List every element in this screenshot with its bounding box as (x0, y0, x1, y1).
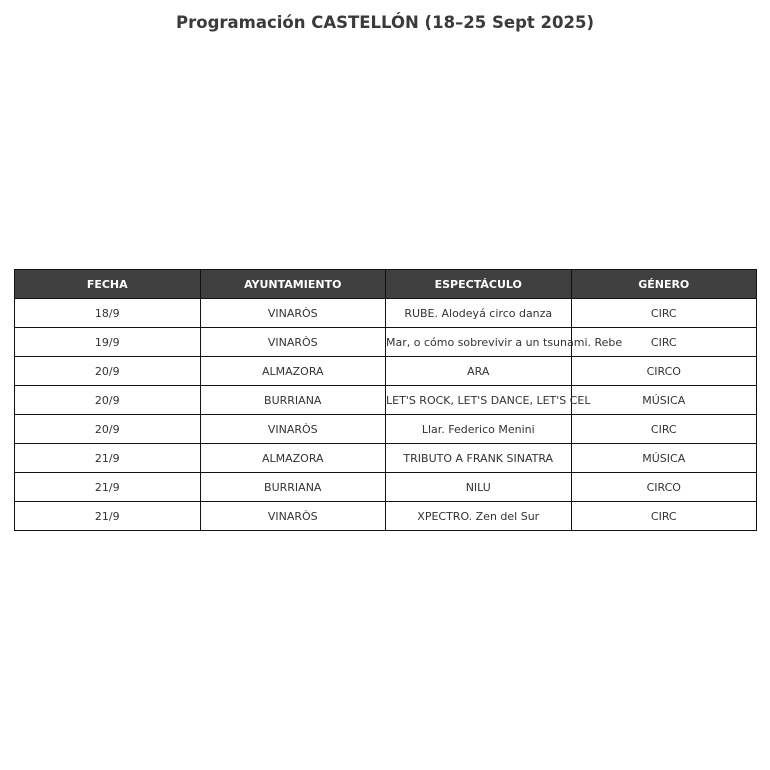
cell-fecha (15, 502, 201, 531)
cell-genero (571, 357, 757, 386)
cell-ayuntamiento (200, 328, 386, 357)
cell-genero-text: MÚSICA (642, 393, 686, 407)
cell-genero-text: CIRC (650, 422, 677, 436)
cell-genero (571, 299, 757, 328)
cell-ayuntamiento (200, 444, 386, 473)
cell-fecha (15, 444, 201, 473)
cell-espectaculo-text: Llar. Federico Menini (421, 422, 535, 436)
cell-espectaculo (386, 415, 572, 444)
cell-fecha (15, 357, 201, 386)
cell-fecha (15, 473, 201, 502)
cell-ayuntamiento-text: VINARÒS (267, 306, 318, 320)
cell-ayuntamiento (200, 299, 386, 328)
cell-espectaculo (386, 444, 572, 473)
cell-genero-text: CIRC (650, 509, 677, 523)
cell-genero (571, 386, 757, 415)
table-row (15, 444, 757, 473)
cell-fecha-text: 20/9 (94, 364, 120, 378)
cell-ayuntamiento-text: BURRIANA (264, 393, 322, 407)
cell-fecha-text: 18/9 (94, 306, 120, 320)
programming-table (14, 269, 757, 531)
cell-fecha (15, 328, 201, 357)
cell-fecha-text: 20/9 (94, 422, 120, 436)
table-row (15, 299, 757, 328)
cell-espectaculo (386, 386, 591, 415)
cell-espectaculo-text: ARA (467, 364, 490, 378)
table-row (15, 357, 757, 386)
cell-espectaculo-text: LET'S ROCK, LET'S DANCE, LET'S CEL (386, 393, 591, 407)
cell-ayuntamiento-text: VINARÒS (267, 422, 318, 436)
header-ayuntamiento: AYUNTAMIENTO (200, 270, 386, 299)
cell-fecha-text: 20/9 (94, 393, 120, 407)
cell-ayuntamiento (200, 415, 386, 444)
cell-espectaculo-text: NILU (465, 480, 491, 494)
cell-genero-text: CIRCO (646, 364, 681, 378)
cell-fecha-text: 21/9 (94, 451, 120, 465)
cell-genero-text: CIRC (650, 335, 677, 349)
cell-ayuntamiento-text: BURRIANA (264, 480, 322, 494)
cell-ayuntamiento-text: VINARÒS (267, 509, 318, 523)
cell-fecha (15, 415, 201, 444)
table-row (15, 473, 757, 502)
header-espectaculo: ESPECTÁCULO (386, 270, 572, 299)
cell-espectaculo (386, 502, 572, 531)
cell-genero-text: MÚSICA (642, 451, 686, 465)
cell-ayuntamiento (200, 502, 386, 531)
cell-genero (571, 473, 757, 502)
header-genero: GÉNERO (571, 270, 757, 299)
cell-fecha-text: 21/9 (94, 480, 120, 494)
cell-ayuntamiento (200, 386, 386, 415)
cell-espectaculo (386, 357, 572, 386)
table-row (15, 502, 757, 531)
header-fecha: FECHA (15, 270, 201, 299)
cell-fecha (15, 386, 201, 415)
cell-fecha-text: 19/9 (94, 335, 120, 349)
cell-genero-text: CIRC (650, 306, 677, 320)
cell-espectaculo (386, 328, 623, 357)
table-body (15, 299, 757, 531)
cell-espectaculo (386, 473, 572, 502)
cell-genero (571, 444, 757, 473)
cell-espectaculo-text: TRIBUTO A FRANK SINATRA (403, 451, 554, 465)
cell-ayuntamiento-text: ALMAZORA (261, 364, 324, 378)
cell-fecha (15, 299, 201, 328)
table-row (15, 386, 757, 415)
cell-genero (571, 502, 757, 531)
cell-genero (571, 415, 757, 444)
cell-genero-text: CIRCO (646, 480, 681, 494)
table-row (15, 415, 757, 444)
cell-espectaculo-text: RUBE. Alodeyá circo danza (404, 306, 553, 320)
cell-fecha-text: 21/9 (94, 509, 120, 523)
cell-espectaculo (386, 299, 572, 328)
cell-ayuntamiento-text: VINARÒS (267, 335, 318, 349)
table-header-row (15, 270, 757, 299)
table-row (15, 328, 757, 357)
cell-ayuntamiento (200, 357, 386, 386)
cell-ayuntamiento (200, 473, 386, 502)
cell-espectaculo-text: Mar, o cómo sobrevivir a un tsunami. Rebe (386, 335, 623, 349)
cell-ayuntamiento-text: ALMAZORA (261, 451, 324, 465)
cell-espectaculo-text: XPECTRO. Zen del Sur (417, 509, 540, 523)
table-title: Programación CASTELLÓN (18–25 Sept 2025) (176, 13, 594, 32)
